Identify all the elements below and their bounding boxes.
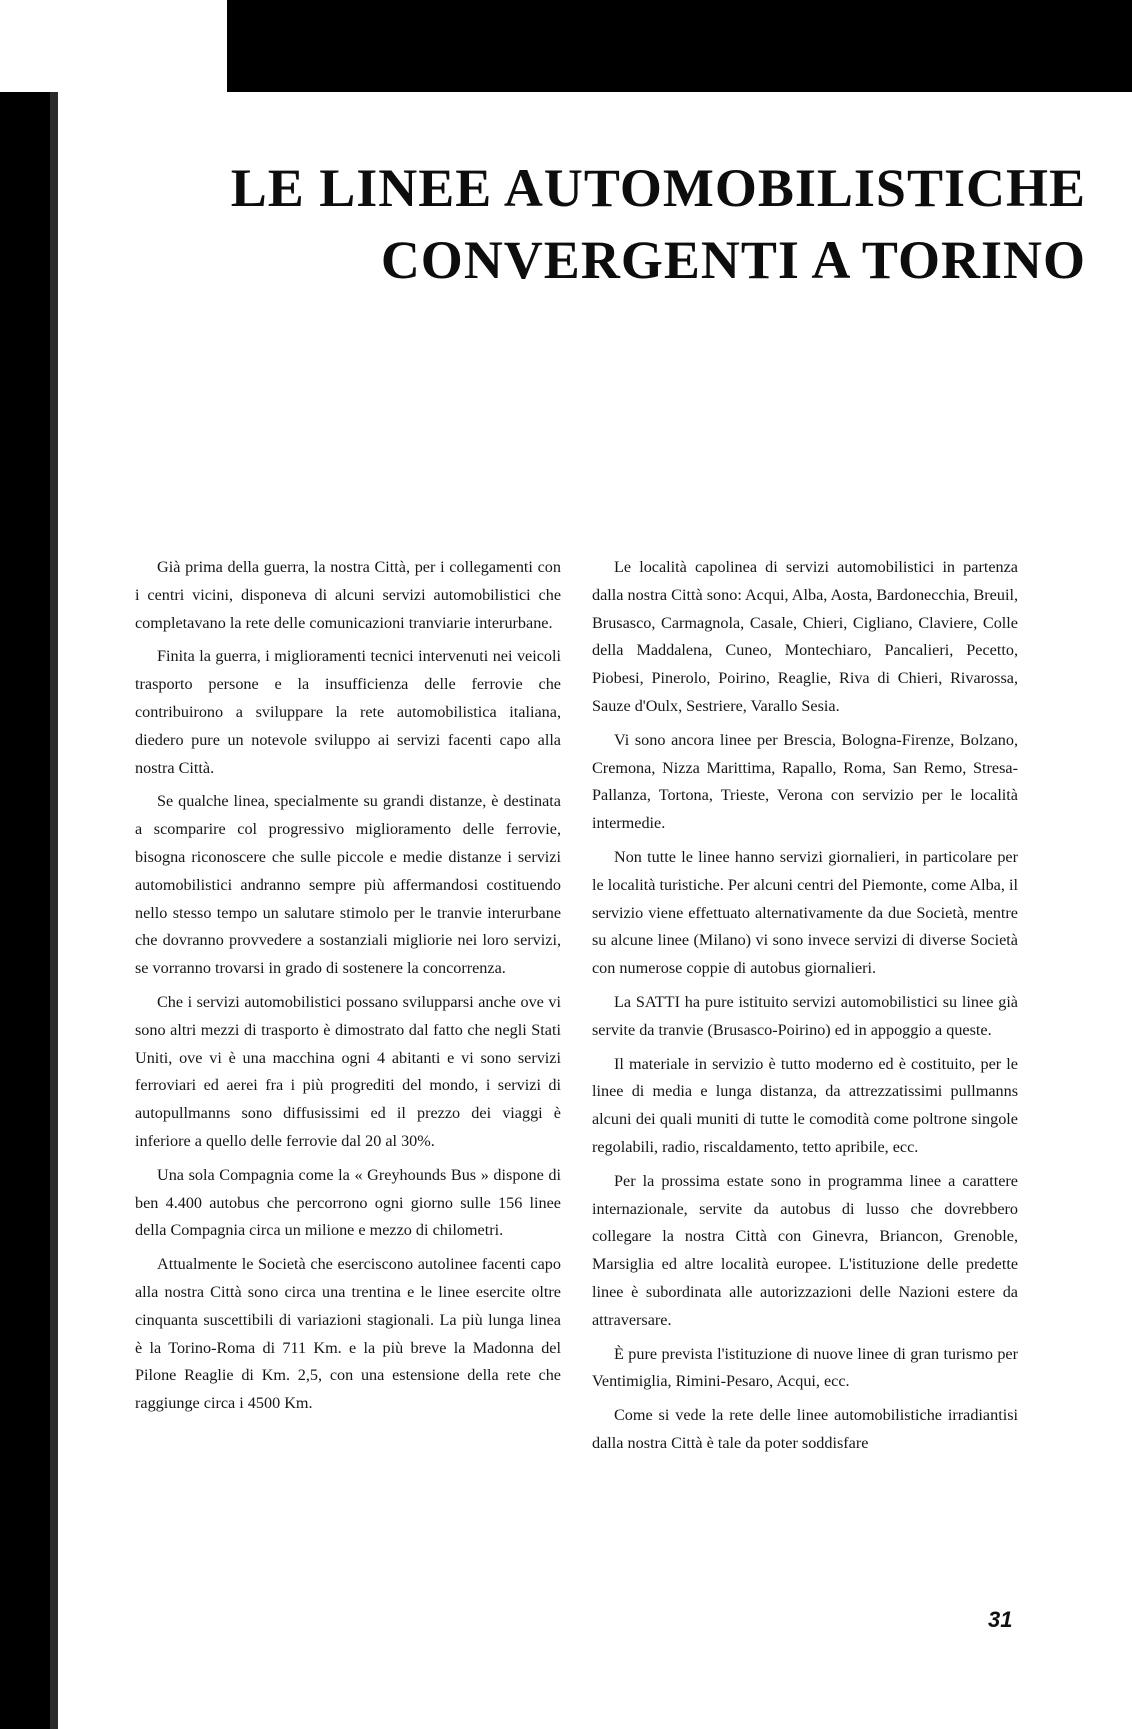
scan-page-edge <box>50 92 58 1729</box>
scan-dark-band <box>227 0 1132 92</box>
scan-border-left <box>0 92 56 1729</box>
paragraph: Come si vede la rete delle linee automobilistiche irradiantisi dalla nostra Città è tale da poter soddisfare <box>592 1406 1018 1452</box>
title-line-2: CONVERGENTI A TORINO <box>380 230 1086 290</box>
right-column <box>592 554 1018 1464</box>
paragraph: Vi sono ancora linee per Brescia, Bologna-Firenze, Bolzano, Cremona, Nizza Marittima, Rapallo, Roma, San Remo, Stresa-Pallanza, Tortona, Trieste, Verona con servizio per le località intermedie. <box>592 730 1018 833</box>
paragraph: La SATTI ha pure istituito servizi automobilistici su linee già servite da tranvie (Brusasco-Poirino) ed in appoggio a queste. <box>592 992 1018 1039</box>
paragraph: Il materiale in servizio è tutto moderno ed è costituito, per le linee di media e lunga distanza, da attrezzatissimi pullmanns alcuni dei quali muniti di tutte le comodità come poltrone singole regolabili, radio, riscaldamento, tetto apribile, ecc. <box>592 1054 1018 1156</box>
title-line-1: LE LINEE AUTOMOBILISTICHE <box>230 158 1086 218</box>
paragraph: Finita la guerra, i miglioramenti tecnici intervenuti nei veicoli trasporto persone e la insufficienza delle ferrovie che contribuirono a sviluppare la rete automobilistica italiana, diedero pure un notevole sviluppo ai servizi facenti capo alla nostra Città. <box>135 647 561 777</box>
paragraph: Le località capolinea di servizi automobilistici in partenza dalla nostra Città sono: Acqui, Alba, Aosta, Bardonecchia, Breuil, Brusasco, Carmagnola, Casale, Chieri, Cigliano, Claviere, Colle della Maddalena, Cuneo, Montechiaro, Pancalieri, Pecetto, Piobesi, Pinerolo, Poirino, Reaglie, Riva di Chieri, Rivarossa, Sauze d'Oulx, Sestriere, Varallo Sesia. <box>592 558 1018 715</box>
paragraph: Per la prossima estate sono in programma linee a carattere internazionale, servite da autobus di lusso che dovrebbero collegare la nostra Città con Ginevra, Briancon, Grenoble, Marsiglia ed altre località europee. L'istituzione delle predette linee è subordinata alle autorizzazioni delle Nazioni estere da attraversare. <box>592 1171 1018 1329</box>
document-page <box>58 92 1132 1729</box>
paragraph: Una sola Compagnia come la « Greyhounds Bus » dispone di ben 4.400 autobus che percorrono ogni giorno sulle 156 linee della Compagnia circa un milione e mezzo di chilometri. <box>135 1165 561 1240</box>
paragraph: Già prima della guerra, la nostra Città, per i collegamenti con i centri vicini, disponeva di alcuni servizi automobilistici che completavano la rete delle comunicazioni tranviarie interurbane. <box>135 558 561 632</box>
paragraph: Se qualche linea, specialmente su grandi distanze, è destinata a scomparire col progressivo miglioramento delle ferrovie, bisogna riconoscere che sulle piccole e medie distanze i servizi automobilistici andranno sempre più affermandosi costituendo nello stesso tempo un salutare stimolo per le tranvie interurbane che dovranno provvedere a sostanziali migliorie nei loro servizi, se vorranno trovarsi in grado di sostenere la concorrenza. <box>135 792 561 978</box>
scan-border-top <box>0 0 1132 92</box>
paragraph: Attualmente le Società che eserciscono autolinee facenti capo alla nostra Città sono circa una trentina e le linee esercite oltre cinquanta suscettibili di variazioni stagionali. La più lunga linea è la Torino-Roma di 711 Km. e la più breve la Madonna del Pilone Reaglie di Km. 2,5, con una estensione della rete che raggiunge circa i 4500 Km. <box>135 1255 561 1413</box>
paragraph: Che i servizi automobilistici possano svilupparsi anche ove vi sono altri mezzi di trasporto è dimostrato dal fatto che negli Stati Uniti, ove vi è una macchina ogni 4 abitanti e vi sono servizi ferroviari ed aerei fra i più progrediti del mondo, i servizi di autopullmanns sono diffusissimi ed il prezzo dei viaggi è inferiore a quello delle ferrovie dal 20 al 30%. <box>135 992 561 1150</box>
paragraph: È pure prevista l'istituzione di nuove linee di gran turismo per Ventimiglia, Rimini-Pesaro, Acqui, ecc. <box>592 1344 1018 1391</box>
article-title <box>118 152 1086 296</box>
left-column <box>135 554 561 1424</box>
paragraph: Non tutte le linee hanno servizi giornalieri, in particolare per le località turistiche. Per alcuni centri del Piemonte, come Alba, il servizio viene effettuato alternativamente da due Società, mentre su alcune linee (Milano) vi sono invece servizi di diverse Società con numerose coppie di autobus giornalieri. <box>592 847 1018 978</box>
page-number: 31 <box>988 1607 1013 1632</box>
